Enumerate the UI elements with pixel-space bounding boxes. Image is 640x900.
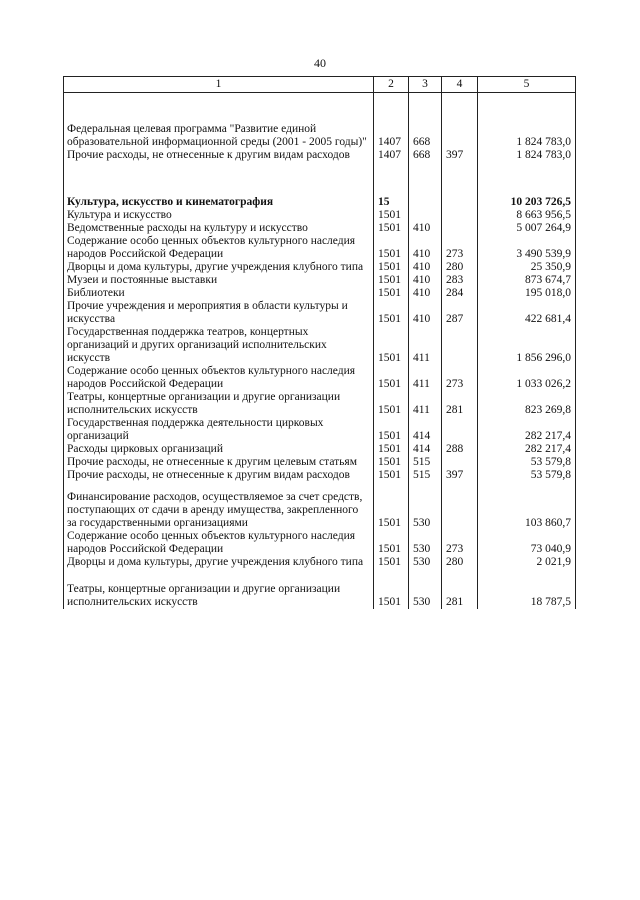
row-expense-code [442, 123, 478, 149]
table-header-row [64, 77, 576, 93]
table-row [64, 443, 576, 456]
row-amount: 282 217,4 [478, 443, 576, 456]
row-amount: 10 203 726,5 [478, 196, 576, 209]
table-row [64, 365, 576, 391]
row-expense-code [442, 417, 478, 443]
row-target-code: 530 [409, 530, 442, 556]
row-target-code: 411 [409, 365, 442, 391]
row-section-code: 1501 [374, 261, 409, 274]
table-row [64, 391, 576, 417]
table-row [64, 300, 576, 326]
table-row [64, 222, 576, 235]
row-expense-code: 273 [442, 530, 478, 556]
row-amount: 53 579,8 [478, 456, 576, 469]
row-amount: 195 018,0 [478, 287, 576, 300]
spacer-row [64, 569, 576, 583]
row-amount: 1 824 783,0 [478, 149, 576, 162]
row-expense-code [442, 456, 478, 469]
row-section-code: 1501 [374, 287, 409, 300]
row-amount: 2 021,9 [478, 556, 576, 569]
row-name: Содержание особо ценных объектов культурного наследия народов Российской Федерации [64, 530, 374, 556]
row-expense-code: 288 [442, 443, 478, 456]
row-name: Ведомственные расходы на культуру и искусство [64, 222, 374, 235]
spacer-row [64, 162, 576, 196]
table-row [64, 123, 576, 149]
row-target-code: 668 [409, 149, 442, 162]
row-section-code: 1501 [374, 209, 409, 222]
row-section-code: 1501 [374, 222, 409, 235]
row-section-code: 1501 [374, 300, 409, 326]
row-amount: 25 350,9 [478, 261, 576, 274]
row-section-code: 1501 [374, 417, 409, 443]
row-section-code: 1501 [374, 469, 409, 482]
row-name: Прочие учреждения и мероприятия в области культуры и искусства [64, 300, 374, 326]
row-expense-code: 284 [442, 287, 478, 300]
row-target-code: 410 [409, 274, 442, 287]
row-target-code: 410 [409, 261, 442, 274]
table-row [64, 326, 576, 365]
table-row [64, 530, 576, 556]
row-target-code: 410 [409, 300, 442, 326]
row-expense-code [442, 196, 478, 209]
header-col-2: 2 [374, 77, 409, 93]
row-target-code [409, 209, 442, 222]
row-expense-code [442, 222, 478, 235]
row-name: Дворцы и дома культуры, другие учреждения клубного типа [64, 261, 374, 274]
row-amount: 5 007 264,9 [478, 222, 576, 235]
row-amount: 422 681,4 [478, 300, 576, 326]
row-name: Прочие расходы, не отнесенные к другим видам расходов [64, 469, 374, 482]
row-name: Расходы цирковых организаций [64, 443, 374, 456]
table-row [64, 274, 576, 287]
row-target-code: 410 [409, 222, 442, 235]
row-name: Государственная поддержка театров, концертных организаций и других организаций исполнительских искусств [64, 326, 374, 365]
row-amount: 8 663 956,5 [478, 209, 576, 222]
row-name: Содержание особо ценных объектов культурного наследия народов Российской Федерации [64, 235, 374, 261]
row-amount: 873 674,7 [478, 274, 576, 287]
row-target-code: 530 [409, 583, 442, 609]
row-amount: 53 579,8 [478, 469, 576, 482]
row-section-code: 1501 [374, 235, 409, 261]
row-section-code: 1501 [374, 443, 409, 456]
row-target-code: 410 [409, 235, 442, 261]
table-row [64, 583, 576, 609]
row-name: Федеральная целевая программа "Развитие единой образовательной информационной среды (2001 - 2005 годы)" [64, 123, 374, 149]
row-expense-code: 397 [442, 149, 478, 162]
row-amount: 73 040,9 [478, 530, 576, 556]
row-expense-code [442, 491, 478, 530]
row-target-code: 414 [409, 417, 442, 443]
row-section-code: 1501 [374, 491, 409, 530]
row-name: Театры, концертные организации и другие организации исполнительских искусств [64, 391, 374, 417]
table-row [64, 261, 576, 274]
row-section-code: 1501 [374, 326, 409, 365]
row-name: Культура, искусство и кинематография [64, 196, 374, 209]
header-col-5: 5 [478, 77, 576, 93]
row-section-code: 1501 [374, 583, 409, 609]
row-expense-code: 273 [442, 235, 478, 261]
budget-table [63, 76, 576, 609]
row-expense-code [442, 209, 478, 222]
row-name: Дворцы и дома культуры, другие учреждения клубного типа [64, 556, 374, 569]
table-row [64, 491, 576, 530]
row-target-code: 530 [409, 556, 442, 569]
row-target-code: 414 [409, 443, 442, 456]
row-section-code: 1501 [374, 530, 409, 556]
row-name: Библиотеки [64, 287, 374, 300]
header-col-1: 1 [64, 77, 374, 93]
table-row [64, 456, 576, 469]
table-row [64, 196, 576, 209]
row-target-code: 668 [409, 123, 442, 149]
row-expense-code: 287 [442, 300, 478, 326]
spacer-row [64, 93, 576, 124]
row-section-code: 1501 [374, 556, 409, 569]
row-amount: 103 860,7 [478, 491, 576, 530]
header-col-3: 3 [409, 77, 442, 93]
row-section-code: 1501 [374, 365, 409, 391]
page-number: 40 [314, 56, 326, 70]
row-name: Музеи и постоянные выставки [64, 274, 374, 287]
header-col-4: 4 [442, 77, 478, 93]
table-row [64, 556, 576, 569]
row-expense-code: 273 [442, 365, 478, 391]
row-name: Содержание особо ценных объектов культурного наследия народов Российской Федерации [64, 365, 374, 391]
row-target-code: 411 [409, 391, 442, 417]
row-target-code: 530 [409, 491, 442, 530]
row-name: Прочие расходы, не отнесенные к другим целевым статьям [64, 456, 374, 469]
row-name: Культура и искусство [64, 209, 374, 222]
table-row [64, 209, 576, 222]
row-target-code: 410 [409, 287, 442, 300]
row-expense-code [442, 326, 478, 365]
row-amount: 823 269,8 [478, 391, 576, 417]
spacer-row [64, 482, 576, 491]
row-target-code [409, 196, 442, 209]
row-target-code: 411 [409, 326, 442, 365]
table-row [64, 149, 576, 162]
row-name: Государственная поддержка деятельности цирковых организаций [64, 417, 374, 443]
row-name: Финансирование расходов, осуществляемое за счет средств, поступающих от сдачи в аренду имущества, закрепленного за государственными организациями [64, 491, 374, 530]
row-amount: 18 787,5 [478, 583, 576, 609]
row-expense-code: 397 [442, 469, 478, 482]
row-expense-code: 281 [442, 391, 478, 417]
row-amount: 3 490 539,9 [478, 235, 576, 261]
row-section-code: 15 [374, 196, 409, 209]
row-target-code: 515 [409, 469, 442, 482]
row-section-code: 1407 [374, 149, 409, 162]
row-amount: 282 217,4 [478, 417, 576, 443]
row-section-code: 1407 [374, 123, 409, 149]
row-section-code: 1501 [374, 391, 409, 417]
row-amount: 1 856 296,0 [478, 326, 576, 365]
row-section-code: 1501 [374, 456, 409, 469]
table-row [64, 417, 576, 443]
table-row [64, 287, 576, 300]
row-section-code: 1501 [374, 274, 409, 287]
row-amount: 1 824 783,0 [478, 123, 576, 149]
table-row [64, 469, 576, 482]
table-row [64, 235, 576, 261]
row-amount: 1 033 026,2 [478, 365, 576, 391]
row-expense-code: 280 [442, 556, 478, 569]
row-expense-code: 283 [442, 274, 478, 287]
row-name: Театры, концертные организации и другие организации исполнительских искусств [64, 583, 374, 609]
row-expense-code: 280 [442, 261, 478, 274]
row-expense-code: 281 [442, 583, 478, 609]
row-name: Прочие расходы, не отнесенные к другим видам расходов [64, 149, 374, 162]
row-target-code: 515 [409, 456, 442, 469]
